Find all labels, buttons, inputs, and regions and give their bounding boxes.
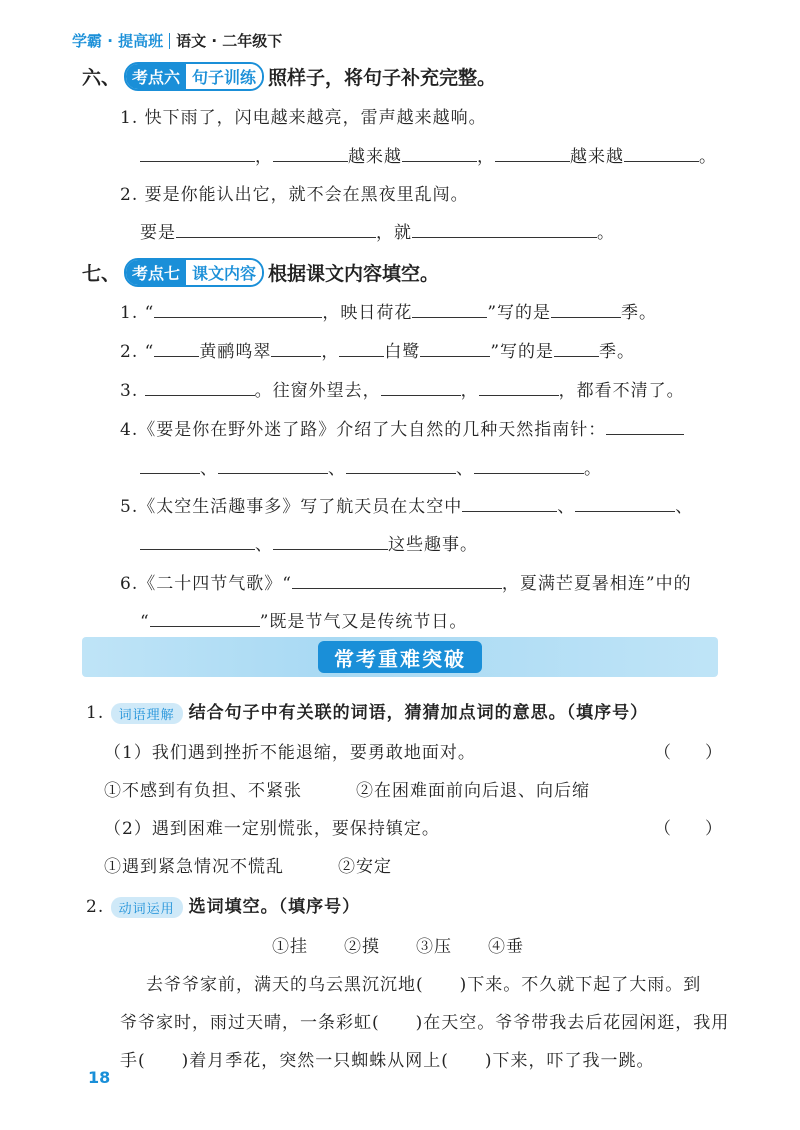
p2-text-3: 手( )着月季花，突然一只蜘蛛从网上( )下来，吓了我一跳。 xyxy=(120,1051,655,1071)
q6-2-sentence: 2. 要是你能认出它，就不会在黑夜里乱闯。 xyxy=(120,185,469,205)
blank[interactable] xyxy=(154,340,199,357)
tag-point: 考点七 xyxy=(126,260,186,285)
blank[interactable] xyxy=(176,221,376,238)
p2-options: ①挂 ②摸 ③压 ④垂 xyxy=(272,937,524,957)
blank[interactable] xyxy=(339,340,384,357)
text: ，夏满芒夏暑相连”中的 xyxy=(501,574,692,594)
q7-4 xyxy=(120,415,684,440)
text: 。往窗外望去， xyxy=(254,381,381,401)
text: 4.《要是你在野外迷了路》介绍了大自然的几种天然指南针： xyxy=(120,420,607,440)
subject-label: 语文 · 二年级下 xyxy=(176,32,283,50)
section-title: 照样子，将句子补充完整。 xyxy=(268,67,497,89)
text: 季。 xyxy=(621,303,658,323)
text: 3. xyxy=(120,381,139,401)
blank[interactable] xyxy=(462,495,557,512)
section-7-heading xyxy=(82,258,439,287)
blank[interactable] xyxy=(150,610,260,627)
blank[interactable] xyxy=(140,457,200,474)
q6-1-sentence: 1. 快下雨了，闪电越来越亮，雷声越来越响。 xyxy=(120,108,487,128)
blank[interactable] xyxy=(495,145,570,162)
section-number: 七、 xyxy=(82,263,121,285)
blank[interactable] xyxy=(140,533,255,550)
text: ，映日荷花 xyxy=(322,303,413,323)
blank[interactable] xyxy=(292,572,502,589)
blank[interactable] xyxy=(412,301,487,318)
tag-point: 考点六 xyxy=(126,64,186,89)
tag-topic: 句子训练 xyxy=(186,64,262,89)
banner-title: 常考重难突破 xyxy=(318,641,482,673)
p2-text-2: 爷爷家时，雨过天晴，一条彩虹( )在天空。爷爷带我去后花园闲逛，我用 xyxy=(120,1013,730,1033)
q6-1-fill: ， 越来越 ， 越来越 。 xyxy=(140,142,717,167)
blank[interactable] xyxy=(474,457,584,474)
section-tag xyxy=(124,258,264,287)
q7-5-fill: 、 这些趣事。 xyxy=(140,530,478,555)
question-title: 选词填空。（填序号） xyxy=(188,897,361,917)
blank[interactable] xyxy=(154,301,322,318)
blank[interactable] xyxy=(402,145,477,162)
blank[interactable] xyxy=(273,145,348,162)
page-number: 18 xyxy=(88,1068,111,1087)
blank[interactable] xyxy=(381,379,461,396)
p2-heading xyxy=(86,892,360,918)
fill-word: 要是 xyxy=(140,223,176,243)
blank[interactable] xyxy=(412,221,597,238)
text: ”既是节气又是传统节日。 xyxy=(259,612,468,632)
answer-paren[interactable]: （ ） xyxy=(654,743,722,763)
brand-logo: 学霸 · 提高班 xyxy=(72,32,164,50)
blank[interactable] xyxy=(606,418,684,435)
blank[interactable] xyxy=(145,379,255,396)
page-header xyxy=(72,30,282,51)
blank[interactable] xyxy=(575,495,675,512)
p1-s2-options: ①遇到紧急情况不慌乱 ②安定 xyxy=(104,857,392,877)
blank[interactable] xyxy=(554,340,599,357)
text: ，都看不清了。 xyxy=(558,381,685,401)
q7-6-fill xyxy=(140,607,467,632)
p1-s2: （2）遇到困难一定别慌张，要保持镇定。 xyxy=(104,819,440,839)
text: 白鹭 xyxy=(384,342,421,362)
blank[interactable] xyxy=(218,457,328,474)
blank[interactable] xyxy=(624,145,699,162)
fill-word: 越来越 xyxy=(348,147,402,167)
text: 6.《二十四节气歌》“ xyxy=(120,574,292,594)
question-title: 结合句子中有关联的词语，猜猜加点词的意思。（填序号） xyxy=(188,703,649,723)
blank[interactable] xyxy=(346,457,456,474)
q6-2-fill: 要是 ，就 。 xyxy=(140,223,615,243)
section-title: 根据课文内容填空。 xyxy=(268,263,440,285)
header-divider xyxy=(169,33,170,49)
blank[interactable] xyxy=(420,340,490,357)
text: 5.《太空生活趣事多》写了航天员在太空中 xyxy=(120,497,463,517)
text: 这些趣事。 xyxy=(388,535,478,555)
blank[interactable] xyxy=(551,301,621,318)
text: ”写的是 xyxy=(490,342,555,362)
tag-topic: 课文内容 xyxy=(186,260,262,285)
q7-2: 2. “ 黄鹂鸣翠 ， 白鹭 ”写的是 季。 xyxy=(120,342,636,362)
blank[interactable] xyxy=(273,533,388,550)
q7-6 xyxy=(120,569,692,594)
answer-paren[interactable]: （ ） xyxy=(654,819,722,839)
question-number: 2. xyxy=(86,897,105,917)
section-banner xyxy=(82,637,718,677)
text: 2. “ xyxy=(120,342,155,362)
text: “ xyxy=(140,612,150,632)
q7-4-fill: 、 、 、 。 xyxy=(140,454,602,479)
blank[interactable] xyxy=(479,379,559,396)
text: 季。 xyxy=(599,342,636,362)
fill-word: ，就 xyxy=(376,223,412,243)
q7-3: 3. 。往窗外望去， ， ，都看不清了。 xyxy=(120,381,685,401)
text: ”写的是 xyxy=(487,303,552,323)
p1-heading xyxy=(86,698,648,724)
section-tag xyxy=(124,62,264,91)
q7-1 xyxy=(120,298,657,323)
section-6-heading xyxy=(82,62,496,91)
question-number: 1. xyxy=(86,703,105,723)
p2-text-1: 去爷爷家前，满天的乌云黑沉沉地( )下来。不久就下起了大雨。到 xyxy=(146,975,702,995)
blank[interactable] xyxy=(271,340,321,357)
question-tag: 词语理解 xyxy=(111,703,183,724)
text: 黄鹂鸣翠 xyxy=(199,342,272,362)
text: 1. “ xyxy=(120,303,155,323)
q7-5: 5.《太空生活趣事多》写了航天员在太空中 、 、 xyxy=(120,497,694,517)
question-tag: 动词运用 xyxy=(111,897,183,918)
section-number: 六、 xyxy=(82,67,121,89)
p1-s1-options: ①不感到有负担、不紧张 ②在困难面前向后退、向后缩 xyxy=(104,781,590,801)
blank[interactable] xyxy=(140,145,255,162)
fill-word: 越来越 xyxy=(570,147,624,167)
p1-s1: （1）我们遇到挫折不能退缩，要勇敢地面对。 xyxy=(104,743,476,763)
